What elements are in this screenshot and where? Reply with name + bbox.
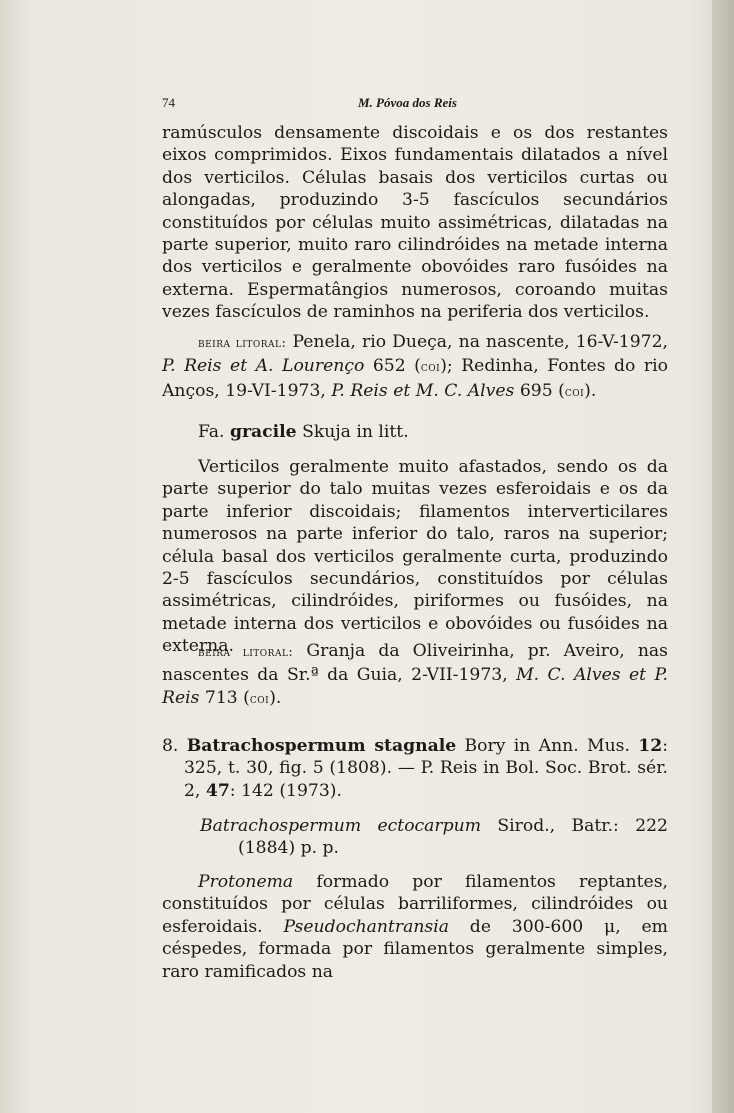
protonema-description: Protonema formado por filamentos reptantes, constituídos por células barriliformes, cilindróides ou esferoidais. Pseudochantransia de 300-600 μ, em céspedes, formada por filamentos geralmente simples, raro ramificados na	[162, 872, 668, 982]
page-header	[162, 95, 668, 117]
synonym: Batrachospermum ectocarpum Sirod., Batr.: 222 (1884) p. p.	[200, 816, 668, 859]
running-head: M. Póvoa dos Reis	[358, 95, 457, 110]
forma-description: Verticilos geralmente muito afastados, sendo os da parte superior do talo muitas vezes esferoidais e os da parte inferior discoidais; filamentos interverticilares numerosos na parte inferior do talo, raros na superior; célula basal dos verticilos geralmente curta, produzindo 2-5 fascículos secundários, constituídos por células assimétricas, cilindróides, piriformes ou fusóides, na metade interna dos verticilos e obovóides ou fusóides na externa.	[162, 457, 668, 657]
forma-heading: Fa. gracile Skuja in litt.	[198, 422, 409, 442]
description-paragraph: ramúsculos densamente discoidais e os dos restantes eixos comprimidos. Eixos fundamentais dilatados a nível dos verticilos. Células basais dos verticilos curtas ou alongadas, produzindo 3-5 fascículos secundários constituídos por células muito assimétricas, dilatadas na parte superior, muito raro cilindróides na metade interna dos verticilos e geralmente obovóides raro fusóides na externa. Espermatângios numerosos, coroando muitas vezes fascículos de raminhos na periferia dos verticilos.	[162, 123, 668, 323]
book-spine	[712, 0, 734, 1113]
page-number: 74	[162, 95, 175, 110]
locality-record-2: beira litoral: Granja da Oliveirinha, pr. Aveiro, nas nascentes da Sr.ª da Guia, 2-VII-1973, M. C. Alves et P. Reis 713 (coi).	[162, 641, 668, 708]
locality-record-1: beira litoral: Penela, rio Dueça, na nascente, 16-V-1972, P. Reis et A. Lourenço 652 (coi); Redinha, Fontes do rio Anços, 19-VI-1973, P. Reis et M. C. Alves 695 (coi).	[162, 332, 668, 401]
species-heading: 8. Batrachospermum stagnale Bory in Ann. Mus. 12: 325, t. 30, fig. 5 (1808). — P. Reis in Bol. Soc. Brot. sér. 2, 47: 142 (1973).	[162, 736, 668, 801]
